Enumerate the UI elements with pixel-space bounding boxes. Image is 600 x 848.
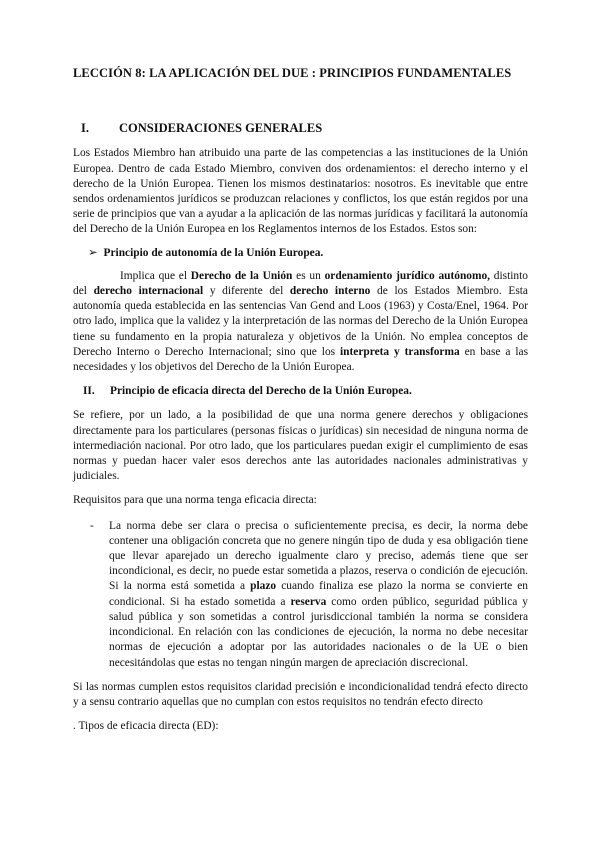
bold-term: plazo bbox=[250, 580, 277, 593]
section-heading-consideraciones bbox=[81, 121, 528, 136]
principle-autonomia-title: Principio de autonomía de la Unión Europea. bbox=[103, 246, 324, 259]
page-title: LECCIÓN 8: LA APLICACIÓN DEL DUE : PRINCIPIOS FUNDAMENTALES bbox=[73, 66, 512, 80]
text-run: Implica que el bbox=[120, 269, 191, 282]
arrow-bullet-icon: ➢ bbox=[88, 246, 98, 259]
text-run: cuando finaliza ese plazo la norma se convierte en condicional. Si ha estado sometida a bbox=[109, 580, 528, 608]
text-run: como orden público, seguridad pública y salud pública y son sometidas a control jurisdiccional también la norma se considera incondicional. En relación con las condiciones de ejecución, la norma no debe necesitar normas de ejecución a adoptar por las autoridades nacionales o de la UE o bien necesitándolas que estas no tengan ningún margen de apreciación discrecional. bbox=[109, 595, 528, 669]
text-run: La norma debe ser clara o precisa o suficientemente precisa, es decir, la norma debe contener una obligación concreta que no genere ningún tipo de duda y esa obligación tiene que llevar aparejado un derecho igualmente claro y preciso, además tiene que ser incondicional, es decir, no puede estar sometida a plazos, reserva o condición de ejecución. Si la norma está sometida a bbox=[109, 519, 528, 593]
bold-term: Derecho de la Unión bbox=[190, 269, 293, 282]
list-dash: - bbox=[90, 519, 94, 532]
principle-autonomia-paragraph bbox=[73, 269, 528, 375]
text-run: de los Estados Miembro. Esta autonomía queda establecida en las sentencias Van Gend and Loos (1963) y Costa/Enel, 1964. Por otro lado, implica que la validez y la interpretación de las normas del Derecho de la Unión Europea tiene su fundamento en la propia naturaleza y objetivos de la Unión. No emplea conceptos de Derecho Interno o Derecho Internacional; sino que los bbox=[73, 285, 528, 358]
section-heading-text: CONSIDERACIONES GENERALES bbox=[119, 121, 323, 136]
bold-term: interpreta y transforma bbox=[339, 345, 460, 358]
section-heading-text: Principio de eficacia directa del Derecho de la Unión Europea. bbox=[110, 385, 412, 398]
intro-paragraph: Los Estados Miembro han atribuido una parte de las competencias a las instituciones de la Unión Europea. Dentro de cada Estado Miembro, conviven dos ordenamientos: el derecho interno y el derecho de la Unión Europea. Tienen los mismos destinatarios: nosotros. Es inevitable que entre sendos ordenamientos jurídicos se produzcan relaciones y conflictos, los que están regidos por una serie de principios que van a ayudar a la aplicación de las normas jurídicas y facilitará la autonomía del Derecho de la Unión Europea en los Reglamentos internos de los Estados. Estos son: bbox=[73, 147, 528, 236]
text-run: distinto del bbox=[73, 269, 528, 298]
bold-term: ordenamiento jurídico autónomo, bbox=[324, 269, 491, 282]
text-run: y diferente del bbox=[203, 285, 290, 298]
principle-autonomia-heading bbox=[88, 246, 528, 261]
bold-term: reserva bbox=[290, 595, 327, 608]
section-number: II. bbox=[83, 385, 95, 398]
tipos-heading: . Tipos de eficacia directa (ED): bbox=[73, 720, 219, 733]
eficacia-paragraph: Se refiere, por un lado, a la posibilidad de que una norma genere derechos y obligaciones directamente para los particulares (personas físicas o jurídicas) sin necesidad de ninguna norma de intermediación nacional. Por otro lado, que los particulares puedan exigir el cumplimiento de esas normas y puedan hacer valer esos derechos ante las autoridades nacionales administrativas y judiciales. bbox=[73, 409, 528, 483]
document-page bbox=[73, 66, 528, 734]
requisitos-list-item bbox=[90, 519, 528, 671]
bold-term: derecho interno bbox=[289, 285, 371, 298]
conclusion-paragraph: Si las normas cumplen estos requisitos claridad precisión e incondicionalidad tendrá efecto directo y a sensu contrario aquellas que no cumplan con estos requisitos no tendrán efecto directo bbox=[73, 680, 528, 708]
requisitos-text bbox=[109, 519, 528, 671]
bold-term: derecho internacional bbox=[93, 285, 204, 298]
section-number: I. bbox=[81, 121, 89, 136]
text-run: es un bbox=[292, 269, 325, 282]
requisitos-intro: Requisitos para que una norma tenga eficacia directa: bbox=[73, 494, 317, 507]
section-heading-eficacia bbox=[83, 384, 528, 399]
text-run: en base a las necesidades y los objetivos del Derecho de la Unión Europea. bbox=[73, 345, 528, 374]
